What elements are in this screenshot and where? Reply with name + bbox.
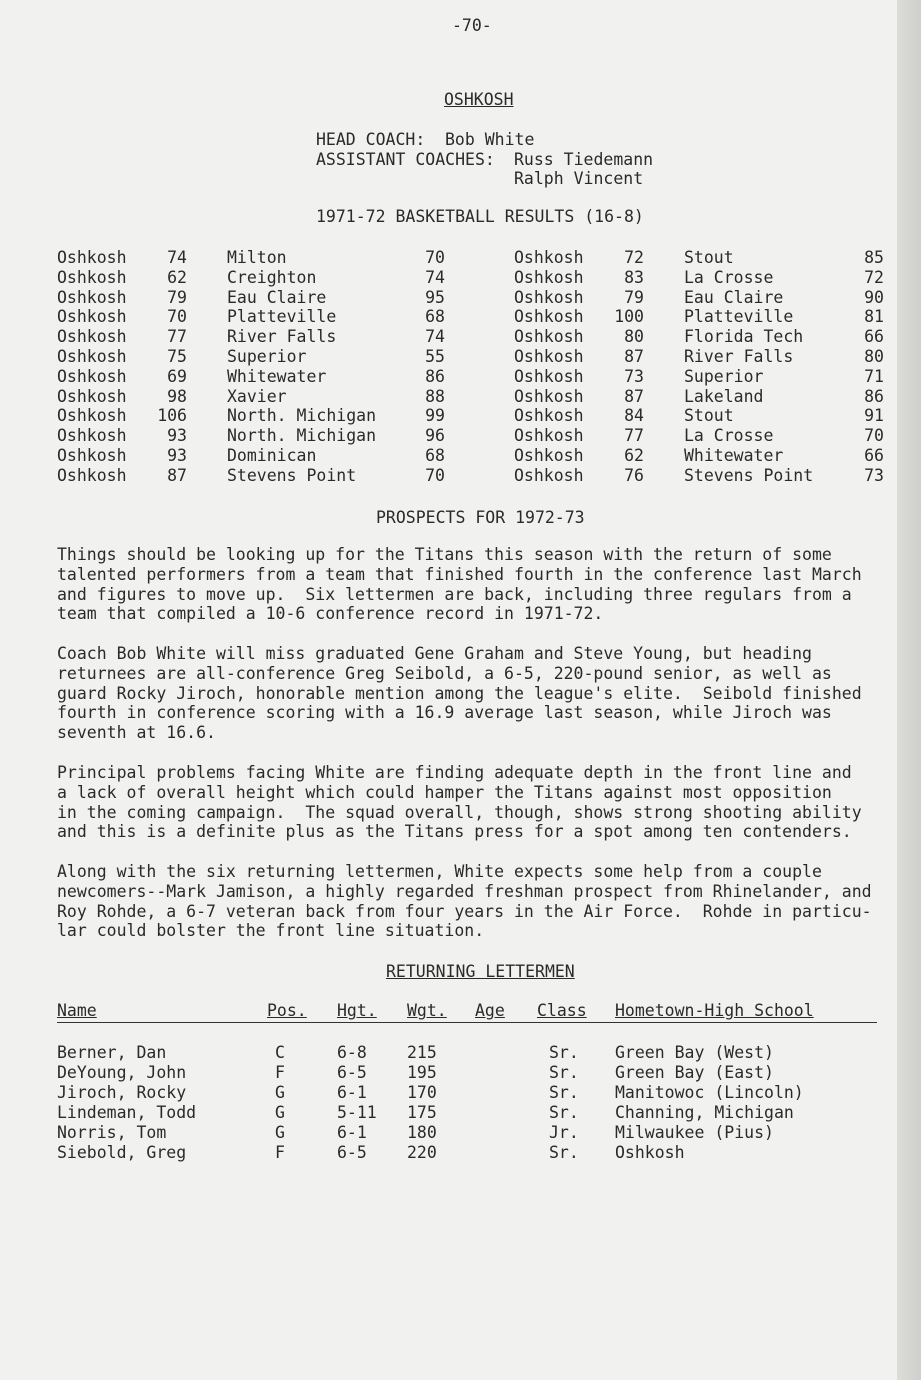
- game-row: [57, 248, 445, 268]
- opponent-score: 91: [864, 406, 884, 426]
- team-score: 87: [624, 386, 644, 406]
- opponent-name: Stevens Point: [227, 465, 357, 485]
- roster-cell-age: [475, 1063, 537, 1083]
- game-row: [514, 406, 884, 426]
- head-coach-name: Bob White: [445, 130, 535, 149]
- roster-cell-home: Manitowoc (Lincoln): [615, 1083, 804, 1102]
- team-score: 87: [624, 346, 644, 366]
- paragraph-line: talented performers from a team that finished fourth in the conference last March: [57, 564, 862, 584]
- opponent-name: Eau Claire: [227, 287, 327, 307]
- team-name: Oshkosh: [57, 346, 127, 366]
- game-row: [57, 426, 445, 446]
- roster-cell-pos: G: [275, 1123, 285, 1142]
- team-name: Oshkosh: [514, 287, 584, 307]
- opponent-name: Milton: [227, 248, 287, 267]
- opponent-name: Eau Claire: [684, 287, 784, 307]
- game-row: [514, 446, 884, 466]
- opponent-score: 70: [864, 426, 884, 446]
- page-edge-shadow: [897, 0, 921, 1380]
- team-score: 74: [167, 248, 187, 267]
- team-name: Oshkosh: [514, 366, 584, 386]
- opponent-name: Lakeland: [684, 386, 764, 406]
- opponent-score: 71: [864, 366, 884, 386]
- team-score: 72: [624, 248, 644, 267]
- game-row: [57, 466, 445, 486]
- page-number: -70-: [452, 16, 492, 35]
- paragraph-line: seventh at 16.6.: [57, 723, 216, 743]
- roster-cell-home: Milwaukee (Pius): [615, 1123, 774, 1142]
- opponent-name: Platteville: [227, 307, 337, 327]
- opponent-name: Creighton: [227, 267, 317, 287]
- opponent-score: 74: [425, 267, 445, 287]
- game-row: [57, 347, 445, 367]
- opponent-name: Stout: [684, 248, 734, 267]
- paragraph-line: Principal problems facing White are finding adequate depth in the front line and: [57, 763, 852, 782]
- opponent-name: La Crosse: [684, 267, 774, 287]
- roster-cell-class: Sr.: [549, 1063, 579, 1082]
- team-name: Oshkosh: [57, 287, 127, 307]
- roster-cell-home: Green Bay (West): [615, 1043, 774, 1062]
- team-name: Oshkosh: [57, 426, 127, 446]
- game-row: [57, 406, 445, 426]
- paragraph-line: fourth in conference scoring with a 16.9 average last season, while Jiroch was: [57, 703, 832, 723]
- team-name: Oshkosh: [514, 426, 584, 446]
- opponent-score: 88: [425, 386, 445, 406]
- team-score: 80: [624, 327, 644, 347]
- opponent-name: Whitewater: [684, 445, 784, 465]
- opponent-score: 66: [864, 445, 884, 465]
- paragraph-line: Coach Bob White will miss graduated Gene Graham and Steve Young, but heading: [57, 644, 812, 663]
- roster-cell-hgt: 6-1: [337, 1083, 367, 1102]
- roster-cell-wgt: 180: [407, 1123, 437, 1142]
- paragraph-line: Roy Rohde, a 6-7 veteran back from four years in the Air Force. Rohde in particu-: [57, 901, 872, 921]
- results-title: 1971-72 BASKETBALL RESULTS (16-8): [316, 207, 644, 226]
- opponent-name: Whitewater: [227, 366, 327, 386]
- team-name: Oshkosh: [514, 327, 584, 347]
- assistant-coach-name: Ralph Vincent: [514, 169, 644, 188]
- paragraph-line: Things should be looking up for the Titans this season with the return of some: [57, 545, 832, 564]
- roster-row: [57, 1083, 877, 1103]
- team-name: Oshkosh: [57, 248, 127, 267]
- roster-cell-name: Jiroch, Rocky: [57, 1083, 187, 1102]
- opponent-name: Dominican: [227, 445, 317, 465]
- roster-header-row: [57, 1001, 877, 1023]
- team-name: Oshkosh: [514, 248, 584, 267]
- roster-cell-name: Siebold, Greg: [57, 1143, 187, 1162]
- roster-cell-class: Sr.: [549, 1043, 579, 1062]
- opponent-score: 70: [425, 465, 445, 485]
- opponent-score: 96: [425, 426, 445, 446]
- roster-cell-name: Norris, Tom: [57, 1123, 167, 1142]
- roster-cell-pos: F: [275, 1063, 285, 1082]
- paragraph-line: newcomers--Mark Jamison, a highly regarded freshman prospect from Rhinelander, and: [57, 881, 872, 901]
- game-row: [514, 426, 884, 446]
- paragraph-line: a lack of overall height which could hamper the Titans against most opposition: [57, 782, 832, 802]
- game-row: [514, 268, 884, 288]
- roster-cell-name: DeYoung, John: [57, 1063, 187, 1082]
- game-row: [57, 307, 445, 327]
- roster-cell-hgt: 5-11: [337, 1103, 377, 1122]
- roster-cell-class: Sr.: [549, 1143, 579, 1162]
- roster-cell-pos: G: [275, 1103, 285, 1122]
- opponent-score: 70: [425, 248, 445, 267]
- game-row: [514, 466, 884, 486]
- team-score: 79: [167, 287, 187, 307]
- header-pos: Pos.: [267, 1001, 307, 1020]
- paragraph-returning-talent: [57, 545, 877, 624]
- team-name: Oshkosh: [57, 366, 127, 386]
- paragraph-problems: [57, 763, 877, 842]
- team-name: Oshkosh: [57, 307, 127, 327]
- team-score: 84: [624, 406, 644, 426]
- opponent-name: Florida Tech: [684, 327, 804, 347]
- game-row: [514, 327, 884, 347]
- roster-cell-hgt: 6-5: [337, 1143, 367, 1162]
- roster-cell-wgt: 220: [407, 1143, 437, 1162]
- team-score: 75: [167, 346, 187, 366]
- team-score: 73: [624, 366, 644, 386]
- roster-cell-age: [475, 1043, 537, 1063]
- roster-cell-hgt: 6-1: [337, 1123, 367, 1142]
- opponent-name: River Falls: [227, 327, 337, 347]
- team-score: 76: [624, 465, 644, 485]
- paragraph-line: in the coming campaign. The squad overall, though, shows strong shooting ability: [57, 802, 862, 822]
- opponent-name: La Crosse: [684, 426, 774, 446]
- roster-cell-age: [475, 1143, 537, 1163]
- header-hgt: Hgt.: [337, 1001, 377, 1020]
- header-wgt: Wgt.: [407, 1001, 447, 1020]
- roster-cell-class: Sr.: [549, 1103, 579, 1122]
- opponent-score: 99: [425, 406, 445, 426]
- team-score: 69: [167, 366, 187, 386]
- game-row: [514, 248, 884, 268]
- results-column-right: [514, 248, 884, 486]
- roster-cell-home: Green Bay (East): [615, 1063, 774, 1082]
- game-row: [57, 367, 445, 387]
- roster-table: [57, 1001, 877, 1163]
- paragraph-line: and figures to move up. Six lettermen are back, including three regulars from a: [57, 584, 852, 604]
- roster-cell-name: Berner, Dan: [57, 1043, 167, 1062]
- roster-cell-wgt: 195: [407, 1063, 437, 1082]
- roster-cell-hgt: 6-5: [337, 1063, 367, 1082]
- opponent-score: 80: [864, 346, 884, 366]
- team-name: Oshkosh: [57, 386, 127, 406]
- roster-body: [57, 1043, 877, 1163]
- team-score: 98: [167, 386, 187, 406]
- paragraph-line: returnees are all-conference Greg Seibold, a 6-5, 220-pound senior, as well as: [57, 663, 832, 683]
- assistant-coach-row: [316, 169, 653, 189]
- roster-cell-pos: F: [275, 1143, 285, 1162]
- paragraph-line: team that compiled a 10-6 conference record in 1971-72.: [57, 604, 604, 624]
- opponent-name: Stevens Point: [684, 465, 814, 485]
- team-score: 77: [624, 426, 644, 446]
- assistant-coach-name: Russ Tiedemann: [514, 149, 654, 169]
- opponent-name: Superior: [684, 366, 764, 386]
- header-name: Name: [57, 1001, 97, 1020]
- opponent-score: 66: [864, 327, 884, 347]
- opponent-score: 72: [864, 267, 884, 287]
- paragraph-key-returnees: [57, 644, 877, 743]
- team-name: Oshkosh: [514, 386, 584, 406]
- opponent-score: 68: [425, 445, 445, 465]
- paragraph-line: and this is a definite plus as the Titans press for a spot among ten contenders.: [57, 822, 852, 842]
- team-name: Oshkosh: [514, 406, 584, 426]
- game-row: [57, 268, 445, 288]
- header-age: Age: [475, 1001, 505, 1020]
- opponent-score: 90: [864, 287, 884, 307]
- results-column-left: [57, 248, 445, 486]
- roster-cell-pos: C: [275, 1043, 285, 1062]
- game-row: [514, 347, 884, 367]
- coach-block: [316, 130, 653, 189]
- team-score: 62: [624, 445, 644, 465]
- opponent-score: 68: [425, 307, 445, 327]
- team-name: Oshkosh: [514, 346, 584, 366]
- game-row: [57, 446, 445, 466]
- team-name: Oshkosh: [514, 445, 584, 465]
- roster-row: [57, 1063, 877, 1083]
- opponent-score: 86: [425, 366, 445, 386]
- paragraph-line: Along with the six returning lettermen, White expects some help from a couple: [57, 862, 822, 881]
- team-name: Oshkosh: [57, 327, 127, 347]
- roster-cell-home: Channing, Michigan: [615, 1103, 794, 1122]
- school-title: OSHKOSH: [444, 90, 514, 109]
- team-score: 70: [167, 307, 187, 327]
- paragraph-line: lar could bolster the front line situation.: [57, 921, 485, 941]
- opponent-score: 81: [864, 307, 884, 327]
- opponent-score: 55: [425, 346, 445, 366]
- assistant-coach-row: [316, 150, 653, 170]
- team-score: 83: [624, 267, 644, 287]
- opponent-name: North. Michigan: [227, 426, 377, 446]
- game-row: [514, 367, 884, 387]
- opponent-score: 85: [864, 248, 884, 267]
- opponent-name: River Falls: [684, 346, 794, 366]
- team-score: 100: [614, 307, 644, 327]
- roster-cell-class: Sr.: [549, 1083, 579, 1102]
- roster-row: [57, 1103, 877, 1123]
- roster-cell-class: Jr.: [549, 1123, 579, 1142]
- head-coach-label: HEAD COACH:: [316, 130, 426, 149]
- game-row: [514, 387, 884, 407]
- team-name: Oshkosh: [57, 465, 127, 485]
- game-row: [57, 288, 445, 308]
- opponent-score: 95: [425, 287, 445, 307]
- team-name: Oshkosh: [57, 445, 127, 465]
- paragraph-newcomers: [57, 862, 877, 941]
- team-name: Oshkosh: [514, 267, 584, 287]
- team-score: 106: [157, 406, 187, 426]
- lettermen-title: RETURNING LETTERMEN: [386, 962, 575, 981]
- roster-row: [57, 1123, 877, 1143]
- roster-cell-home: Oshkosh: [615, 1143, 685, 1162]
- game-row: [57, 327, 445, 347]
- opponent-name: Superior: [227, 346, 307, 366]
- team-name: Oshkosh: [57, 267, 127, 287]
- prospects-title: PROSPECTS FOR 1972-73: [376, 508, 585, 527]
- team-score: 93: [167, 445, 187, 465]
- team-score: 62: [167, 267, 187, 287]
- team-score: 77: [167, 327, 187, 347]
- roster-cell-wgt: 170: [407, 1083, 437, 1102]
- header-class: Class: [537, 1001, 587, 1020]
- team-score: 93: [167, 426, 187, 446]
- game-row: [514, 288, 884, 308]
- roster-cell-age: [475, 1103, 537, 1123]
- assistant-coaches-label: ASSISTANT COACHES:: [316, 149, 495, 169]
- roster-cell-age: [475, 1123, 537, 1143]
- team-name: Oshkosh: [57, 406, 127, 426]
- game-row: [514, 307, 884, 327]
- roster-row: [57, 1143, 877, 1163]
- opponent-name: Stout: [684, 406, 734, 426]
- roster-cell-hgt: 6-8: [337, 1043, 367, 1062]
- opponent-name: North. Michigan: [227, 406, 377, 426]
- opponent-score: 73: [864, 465, 884, 485]
- team-name: Oshkosh: [514, 465, 584, 485]
- roster-cell-wgt: 215: [407, 1043, 437, 1062]
- roster-cell-pos: G: [275, 1083, 285, 1102]
- roster-cell-name: Lindeman, Todd: [57, 1103, 197, 1122]
- header-hometown: Hometown-High School: [615, 1001, 814, 1020]
- team-score: 79: [624, 287, 644, 307]
- roster-cell-wgt: 175: [407, 1103, 437, 1122]
- opponent-name: Xavier: [227, 386, 287, 406]
- roster-cell-age: [475, 1083, 537, 1103]
- opponent-name: Platteville: [684, 307, 794, 327]
- opponent-score: 74: [425, 327, 445, 347]
- team-score: 87: [167, 465, 187, 485]
- head-coach-row: [316, 130, 653, 150]
- opponent-score: 86: [864, 386, 884, 406]
- paragraph-line: guard Rocky Jiroch, honorable mention among the league's elite. Seibold finished: [57, 683, 862, 703]
- game-row: [57, 387, 445, 407]
- team-name: Oshkosh: [514, 307, 584, 327]
- roster-row: [57, 1043, 877, 1063]
